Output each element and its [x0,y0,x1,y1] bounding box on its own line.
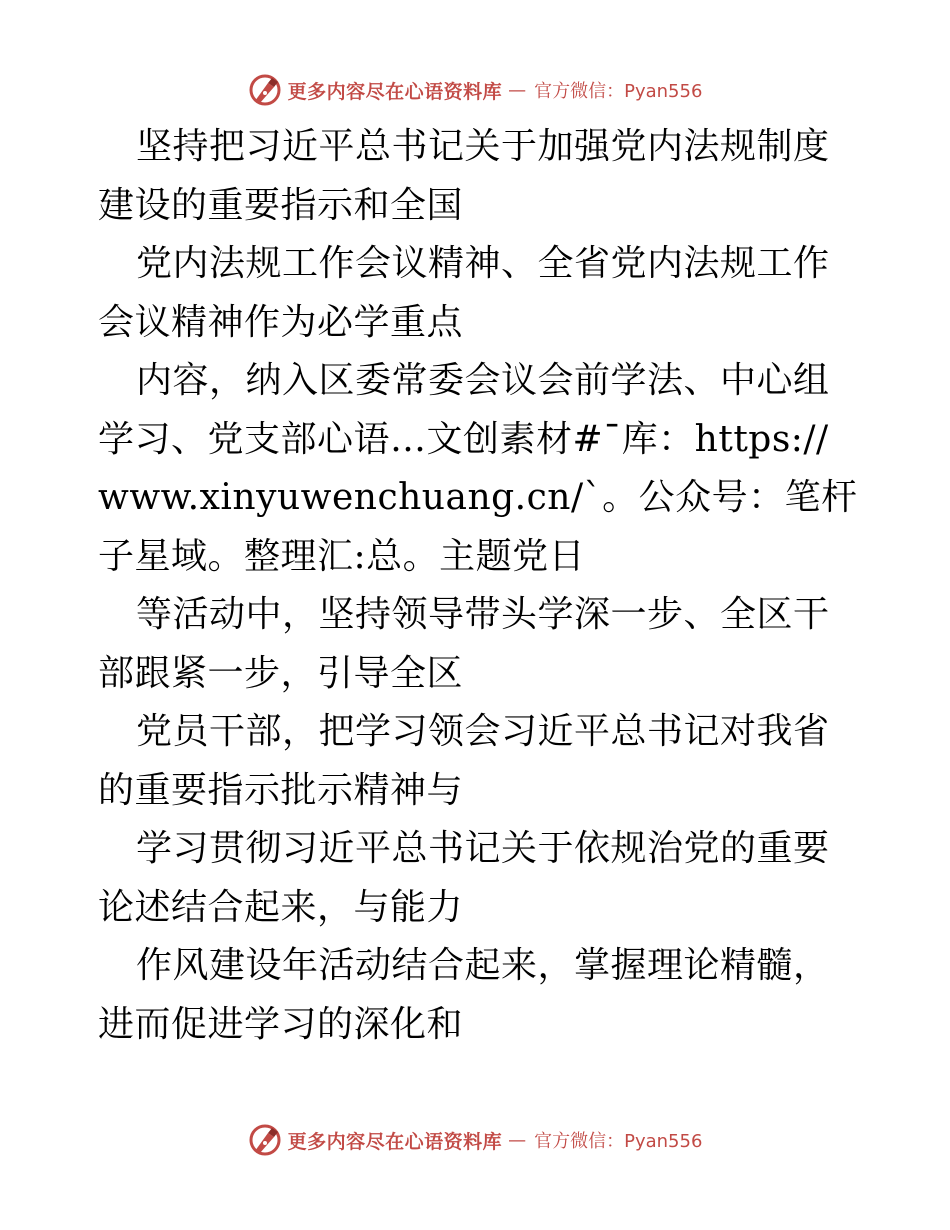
footer-wechat-text: 官方微信：Pyan556 [534,1131,703,1152]
pen-nib-logo-icon [248,73,282,107]
header-banner [0,68,950,112]
paragraph: 学习贯彻习近平总书记关于依规治党的重要论述结合起来，与能力 [98,828,830,928]
paragraph: 内容，纳入区委常委会议会前学法、中心组学习、党支部心语…文创素材#¯库：https://www.xinyuwenchuang.cn/`。公众号：笔杆子星域。整理汇:总。主题党日 [98,360,858,577]
footer-banner-text: 更多内容尽在心语资料库 [287,1130,503,1153]
footer-banner [0,1118,950,1162]
paragraph: 等活动中，坚持领导带头学深一步、全区干部跟紧一步，引导全区 [98,594,830,694]
paragraph: 党内法规工作会议精神、全省党内法规工作会议精神作为必学重点 [98,243,830,343]
footer-banner-separator: — [508,1129,527,1151]
paragraph: 党员干部，把学习领会习近平总书记对我省的重要指示批示精神与 [98,711,830,811]
header-banner-separator: — [508,79,527,101]
paragraph: 坚持把习近平总书记关于加强党内法规制度建设的重要指示和全国 [98,126,830,226]
header-banner-text: 更多内容尽在心语资料库 [287,80,503,103]
pen-nib-logo-icon [248,1123,282,1157]
header-wechat-text: 官方微信：Pyan556 [534,81,703,102]
paragraph: 作风建设年活动结合起来，掌握理论精髓，进而促进学习的深化和 [98,945,830,1045]
document-body [98,118,858,1054]
